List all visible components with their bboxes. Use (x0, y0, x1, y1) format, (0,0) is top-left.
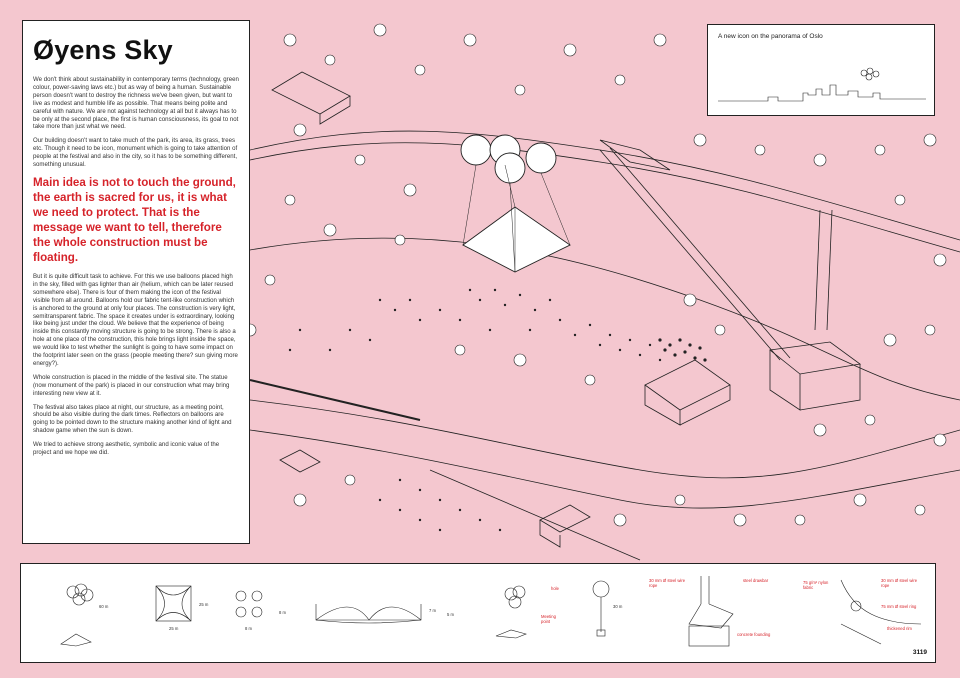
dim-25-width: 25 m (169, 626, 179, 631)
meeting-point-label: Meeting point (541, 614, 556, 624)
steel-rope-label-a: 30 mm Ø steel wire rope (649, 578, 686, 588)
fabric-label: 75 g/m² nylon fabric (803, 580, 829, 590)
detail-strip (20, 563, 936, 663)
paragraph-sustainability: We don't think about sustainability in contemporary terms (technology, green colour, power-saving laws etc.) but as way of being a human. Sustainable person doesn't want to destroy the richness we've been given, but want to live as modest and humble life as possible. That means being polite and careful with nature. We are not against technology at all but it always has to be only at the second place, the first is human consciousness, its goal to not take more than just what we need. (33, 76, 239, 131)
concrete-founding-label: concrete founding (737, 632, 771, 637)
dim-8-width: 8 m (245, 626, 252, 631)
paragraph-placement: Whole construction is placed in the middle of the festival site. The statue (now monument of the park) is placed in our construction what may bring interesting new view at it. (33, 373, 230, 397)
paragraph-balloons: But it is quite difficult task to achieve. For this we use balloons placed high in the sky, filled with gas lighter than air (helium, which can be later reused somewhere else). There is four of them making the icon of the festival visible from all around. Balloons hold our fabric tent-like construction which is anchored to the ground at only four places. The construction is very light, semitransparent fabric. The space it creates under is extraordinary, looking like being just under the cloud. We believe that the experience of being inside this constantly moving structure is going to be strong. There is also a hole at one place of the construction, this hole brings light inside the space, we would like to test whether the sunlight is going to have some impact on the footprint later seen on the grass (people meeting there? sun giving more energy?). (33, 272, 238, 367)
steel-rope-label-b: 30 mm Ø steel wire rope (881, 578, 918, 588)
project-title: Øyens Sky (33, 35, 173, 65)
main-idea-highlight: Main idea is not to touch the ground, the earth is sacred for us, it is what we need to protect. That is the message we want to tell, therefore the whole construction must be floating. (33, 175, 236, 264)
paragraph-conclusion: We tried to achieve strong aesthetic, symbolic and iconic value of the project and we hope we did. (33, 441, 220, 457)
dim-30: 30 m (613, 604, 623, 609)
thickened-rim-label: thickened rim (887, 626, 912, 631)
dim-60: 60 m (99, 604, 109, 609)
dim-5: 5 m (447, 612, 454, 617)
description-panel (22, 20, 250, 544)
skyline-drawing (708, 25, 936, 117)
dim-8-height: 8 m (279, 610, 286, 615)
paragraph-building: Our building doesn't want to take much of the park, its area, its grass, trees etc. Though it need to be icon, monument which is going to take attention of people at the festival and also in the city, so it has to be something different, something unusual. (33, 137, 238, 169)
dim-7: 7 m (429, 608, 436, 613)
panorama-caption: A new icon on the panorama of Oslo (718, 33, 823, 40)
dim-25-height: 25 m (199, 602, 209, 607)
steel-ring-label: 75 mm Ø steel ring (881, 604, 917, 609)
panorama-inset (707, 24, 935, 116)
paragraph-night: The festival also takes place at night, our structure, as a meeting point, should be also visible during the dark times. Reflectors on balloons are going to be pointed down to the structure making another kind of light and shadow game when the sun is down. (33, 403, 232, 435)
hole-label: hole (551, 586, 559, 591)
page-number: 3119 (912, 649, 927, 656)
detail-drawings (21, 564, 937, 664)
steel-drawbar-label: steel drawbar (743, 578, 769, 583)
